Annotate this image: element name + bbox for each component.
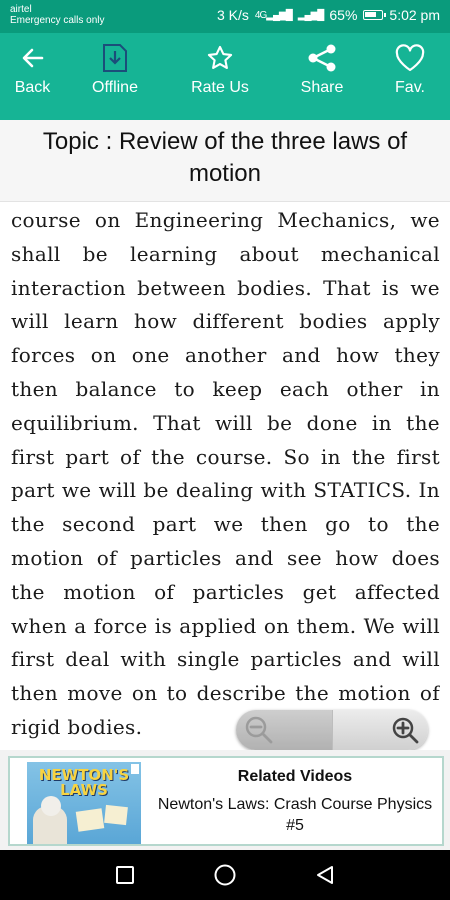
offline-button[interactable] — [84, 33, 146, 120]
network-type: 4G — [254, 9, 267, 21]
topic-title: Topic : Review of the three laws of motion — [0, 120, 450, 202]
home-button[interactable] — [210, 860, 240, 890]
article-text: course on Engineering Mechanics, we shall be learning about mechanical interaction between bodies. That is we will learn how different bodies apply forces on one another and how they then balance to keep each other in equilibrium. That will be done in the first part of the course. So in the first part we will be dealing with STATICS. In the second part we then go to the motion of particles and see how does the motion of particles get affected when a force is applied on them. We will first deal with single particles and will then move on to describe the motion of rigid bodies. — [11, 208, 440, 739]
share-icon — [306, 33, 338, 77]
thumbnail-badge — [131, 764, 139, 774]
related-heading: Related Videos — [237, 768, 353, 785]
zoom-control — [236, 710, 428, 750]
square-icon — [115, 865, 135, 885]
emergency-text: Emergency calls only — [10, 15, 105, 26]
battery-icon — [363, 10, 383, 20]
network-speed: 3 K/s — [217, 7, 249, 23]
offline-label: Offline — [92, 79, 138, 96]
battery-percent: 65% — [329, 7, 358, 23]
signal-icon: 4G▂▄▆█ — [254, 9, 292, 21]
zoom-out-button[interactable] — [236, 710, 332, 750]
zoom-out-icon — [244, 715, 274, 745]
rate-us-label: Rate Us — [191, 79, 249, 96]
carrier-name: airtel — [10, 4, 32, 15]
back-label: Back — [14, 79, 51, 96]
favorite-button[interactable] — [384, 33, 436, 120]
heart-icon — [394, 33, 426, 77]
download-file-icon — [101, 33, 129, 77]
related-video-card[interactable] — [8, 756, 444, 846]
star-icon — [206, 33, 234, 77]
back-nav-button[interactable] — [310, 860, 340, 890]
back-button[interactable] — [5, 33, 60, 120]
rate-us-button[interactable] — [184, 33, 256, 120]
related-videos-section — [0, 750, 450, 850]
circle-icon — [213, 863, 237, 887]
navigation-bar — [0, 850, 450, 900]
thumbnail-title: NEWTON'S LAWS — [38, 766, 130, 799]
favorite-label: Fav. — [395, 79, 425, 96]
carrier-info — [10, 4, 104, 26]
video-thumbnail[interactable] — [27, 762, 141, 844]
related-video-title[interactable]: Newton's Laws: Crash Course Physics #5 — [157, 796, 433, 834]
zoom-in-icon — [390, 715, 420, 745]
status-bar — [0, 0, 450, 33]
toolbar — [0, 33, 450, 120]
signal-2-icon: ▂▄▆█ — [297, 9, 324, 21]
recents-button[interactable] — [110, 860, 140, 890]
thumbnail-paper — [76, 808, 105, 831]
share-button[interactable] — [292, 33, 352, 120]
share-label: Share — [300, 79, 344, 96]
clock: 5:02 pm — [389, 7, 440, 23]
thumbnail-paper-2 — [104, 805, 128, 825]
back-arrow-icon — [20, 33, 46, 77]
zoom-in-button[interactable] — [332, 710, 428, 750]
status-icons — [217, 7, 440, 23]
triangle-back-icon — [314, 864, 336, 886]
thumbnail-head — [41, 796, 61, 816]
